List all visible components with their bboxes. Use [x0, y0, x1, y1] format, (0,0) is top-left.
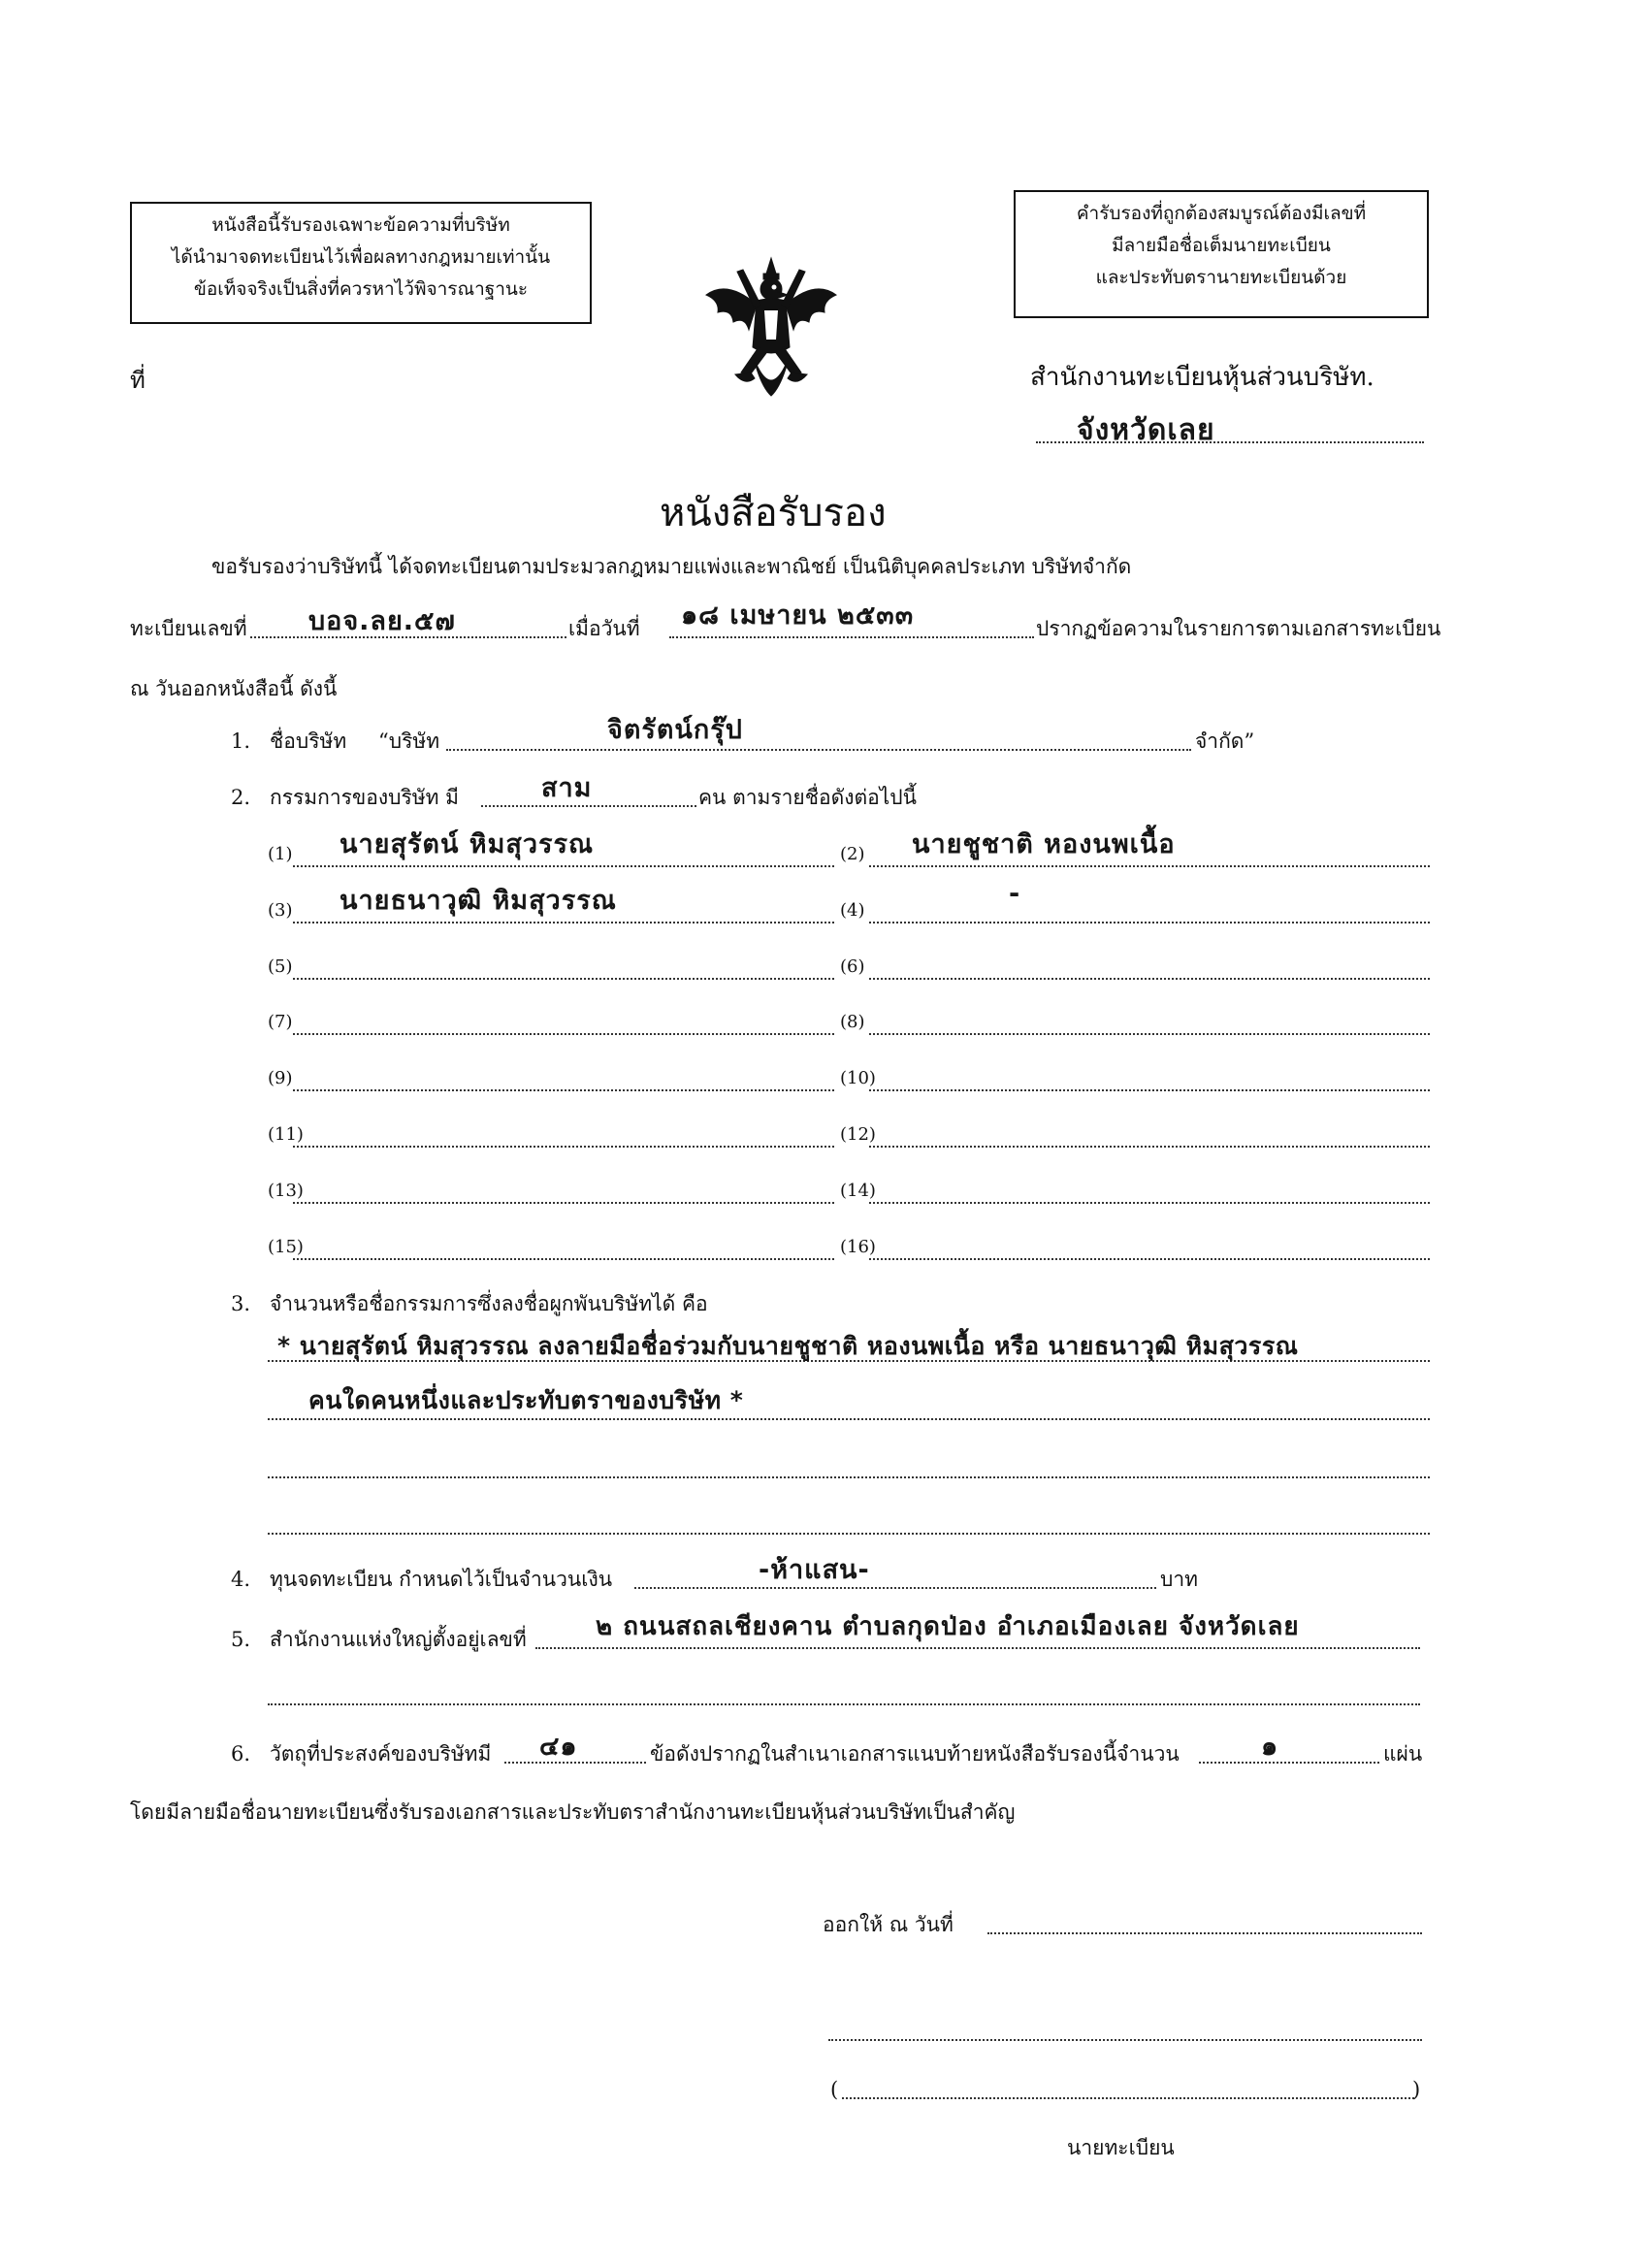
as-of-text: ณ วันออกหนังสือนี้ ดังนี้: [130, 677, 338, 700]
item-4-number: 4.: [231, 1568, 251, 1591]
head-office-address: ๒ ถนนสถลเชียงคาน ตำบลกุดป่อง อำเภอเมืองเลย จังหวัดเลย: [596, 1612, 1300, 1641]
director-number-4: (4): [840, 899, 865, 921]
director-number-3: (3): [268, 899, 293, 921]
capital-unit: บาท: [1160, 1568, 1198, 1591]
signing-line-1: * นายสุรัตน์ หิมสุวรรณ ลงลายมือชื่อร่วมกับนายชูชาติ หองนพเนื้อ หรือ นายธนาวุฒิ หิมสุวรรณ: [277, 1332, 1299, 1360]
registrar-title: นายทะเบียน: [1067, 2136, 1175, 2159]
capital-amount: -ห้าแสน-: [759, 1555, 870, 1585]
director-name-3: นายธนาวุฒิ หิมสุวรรณ: [340, 885, 617, 916]
notice-left-line-2: ได้นำมาจดทะเบียนไว้เพื่อผลทางกฎหมายเท่านั้น: [171, 246, 551, 268]
director-number-1: (1): [268, 844, 293, 864]
item-5-number: 5.: [231, 1628, 251, 1651]
notice-left-line-3: ข้อเท็จจริงเป็นสิ่งที่ควรหาไว้พิจารณาฐานะ: [193, 278, 529, 300]
intro-text: ขอรับรองว่าบริษัทนี้ ได้จดทะเบียนตามประมวลกฎหมายแพ่งและพาณิชย์ เป็นนิติบุคคลประเภท บริษัทจำกัด: [211, 555, 1132, 578]
item-1-number: 1.: [231, 729, 251, 753]
directors-label: กรรมการของบริษัท มี: [270, 786, 459, 809]
issued-label: ออกให้ ณ วันที่: [823, 1913, 954, 1936]
company-name: จิตรัตน์กรุ๊ป: [607, 715, 743, 745]
item-2-number: 2.: [231, 786, 251, 809]
directors-count: สาม: [541, 773, 593, 803]
director-number-13: (13): [268, 1180, 304, 1201]
director-number-7: (7): [268, 1012, 293, 1033]
director-number-6: (6): [840, 956, 865, 977]
registration-date-label: เมื่อวันที่: [568, 617, 640, 640]
closing-text: โดยมีลายมือชื่อนายทะเบียนซึ่งรับรองเอกสารและประทับตราสำนักงานทะเบียนหุ้นส่วนบริษัทเป็นสำคัญ: [130, 1800, 1016, 1824]
notice-left-line-1: หนังสือนี้รับรองเฉพาะข้อความที่บริษัท: [211, 214, 510, 236]
objectives-label: วัตถุที่ประสงค์ของบริษัทมี: [270, 1742, 492, 1766]
objectives-count: ๔๑: [539, 1732, 578, 1762]
director-number-12: (12): [840, 1124, 876, 1145]
document-title: หนังสือรับรอง: [660, 491, 887, 535]
director-name-4: -: [1009, 878, 1021, 909]
director-name-1: นายสุรัตน์ หิมสุวรรณ: [340, 829, 595, 859]
registration-suffix: ปรากฏข้อความในรายการตามเอกสารทะเบียน: [1036, 617, 1441, 640]
office-name: สำนักงานทะเบียนหุ้นส่วนบริษัท.: [1030, 363, 1374, 392]
company-name-label: ชื่อบริษัท: [270, 729, 347, 753]
director-number-15: (15): [268, 1236, 304, 1257]
notice-box-left: [130, 202, 592, 324]
notice-right-line-2: มีลายมือชื่อเต็มนายทะเบียน: [1112, 235, 1331, 256]
director-number-14: (14): [840, 1180, 876, 1201]
registration-number: บอจ.ลย.๕๗: [308, 606, 456, 636]
company-suffix: จำกัด”: [1195, 729, 1255, 753]
notice-right-line-1: คำรับรองที่ถูกต้องสมบูรณ์ต้องมีเลขที่: [1076, 203, 1367, 224]
objectives-middle: ข้อดังปรากฏในสำเนาเอกสารแนบท้ายหนังสือรับรองนี้จำนวน: [650, 1742, 1180, 1766]
registration-label: ทะเบียนเลขที่: [130, 617, 247, 640]
director-name-2: นายชูชาติ หองนพเนื้อ: [912, 829, 1176, 859]
objectives-unit: แผ่น: [1383, 1742, 1423, 1766]
director-number-5: (5): [268, 956, 293, 977]
signature-paren-close: ): [1412, 2078, 1421, 2101]
notice-right-line-3: และประทับตรานายทะเบียนด้วย: [1095, 267, 1347, 288]
capital-label: ทุนจดทะเบียน กำหนดไว้เป็นจำนวนเงิน: [270, 1568, 613, 1591]
registration-date: ๑๘ เมษายน ๒๕๓๓: [681, 600, 915, 631]
signing-line-2: คนใดคนหนึ่งและประทับตราของบริษัท *: [308, 1386, 744, 1414]
item-6-number: 6.: [231, 1742, 251, 1766]
director-number-10: (10): [840, 1068, 876, 1089]
director-number-11: (11): [268, 1124, 304, 1145]
signing-label: จำนวนหรือชื่อกรรมการซึ่งลงชื่อผูกพันบริษัทได้ คือ: [270, 1292, 708, 1315]
company-prefix: “บริษัท: [378, 729, 440, 753]
director-number-9: (9): [268, 1068, 293, 1089]
notice-box-right: [1014, 190, 1429, 318]
director-number-2: (2): [840, 844, 865, 864]
garuda-emblem-icon: [698, 250, 844, 405]
item-3-number: 3.: [231, 1292, 251, 1315]
reference-label: ที่: [130, 367, 146, 394]
director-number-16: (16): [840, 1236, 876, 1257]
signature-paren-open: (: [830, 2078, 839, 2101]
director-number-8: (8): [840, 1012, 865, 1033]
office-province: จังหวัดเลย: [1077, 413, 1215, 447]
attachment-pages: ๑: [1261, 1732, 1279, 1762]
directors-suffix: คน ตามรายชื่อดังต่อไปนี้: [698, 786, 917, 809]
head-office-label: สำนักงานแห่งใหญ่ตั้งอยู่เลขที่: [270, 1628, 527, 1651]
